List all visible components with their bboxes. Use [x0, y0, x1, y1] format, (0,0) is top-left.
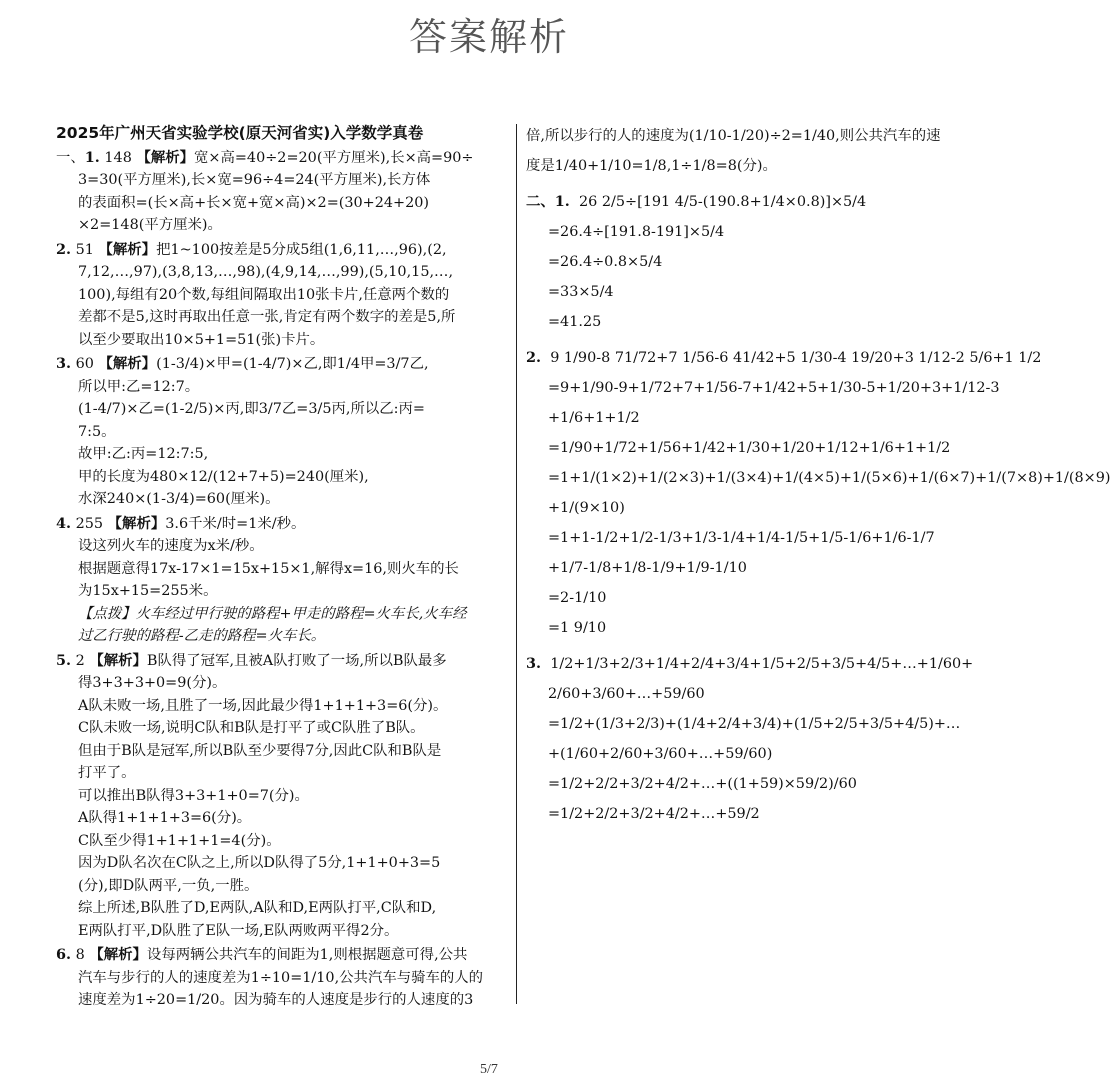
- analysis-tag: 【解析】: [98, 240, 157, 258]
- analysis-tag: 【解析】: [89, 651, 147, 669]
- solution-line: 差都不是5,这时再取出任意一张,肯定有两个数字的差是5,所: [78, 309, 456, 325]
- solution-line: 根据题意得17x-17×1=15x+15×1,解得x=16,则火车的长: [78, 560, 459, 577]
- section-label-1: 一、: [56, 149, 85, 166]
- question-1-1: [56, 147, 514, 237]
- calc-line: +1/(9×10): [548, 500, 625, 516]
- calc-line: =9+1/90-9+1/72+7+1/56-7+1/42+5+1/30-5+1/20+3+1/12-3: [548, 380, 1000, 396]
- calc-line: =41.25: [548, 314, 602, 330]
- solution-line: 打平了。: [78, 765, 136, 781]
- question-number: 2.: [56, 240, 72, 258]
- answer-sheet: [50, 122, 1111, 1008]
- page-number: 5/7: [480, 1062, 498, 1077]
- solution-line: 可以推出B队得3+3+1+0=7(分)。: [78, 787, 309, 804]
- continued-line: 度是1/40+1/10=1/8,1÷1/8=8(分)。: [526, 158, 777, 174]
- answer-value: 60: [75, 356, 94, 372]
- exam-title: 2025年广州天省实验学校(原天河省实)入学数学真卷: [56, 124, 424, 142]
- solution-line: 100),每组有20个数,每组间隔取出10张卡片,任意两个数的: [78, 286, 450, 303]
- calc-line: =1/90+1/72+1/56+1/42+1/30+1/20+1/12+1/6+1+1/2: [548, 440, 951, 456]
- question-2-2: [526, 347, 1111, 639]
- section-label-2: 二、: [526, 193, 555, 210]
- solution-line: 速度差为1÷20=1/20。因为骑车的人速度是步行的人速度的3: [78, 992, 474, 1008]
- question-1-4: [56, 513, 514, 648]
- solution-line: 得3+3+3+0=9(分)。: [78, 675, 227, 691]
- solution-line: ×2=148(平方厘米)。: [78, 217, 222, 233]
- solution-line: 因为D队名次在C队之上,所以D队得了5分,1+1+0+3=5: [78, 855, 441, 871]
- answer-value: 2: [75, 652, 85, 669]
- calc-line: 26 2/5÷[191 4/5-(190.8+1/4×0.8)]×5/4: [578, 194, 867, 210]
- solution-line: (1-4/7)×乙=(1-2/5)×丙,即3/7乙=3/5丙,所以乙:丙=: [78, 401, 425, 417]
- solution-line: 7,12,…,97),(3,8,13,…,98),(4,9,14,…,99),(5,10,15,…,: [78, 264, 454, 280]
- calc-line: =1/2+2/2+3/2+4/2+…+59/2: [548, 806, 760, 822]
- solution-line: 水深240×(1-3/4)=60(厘米)。: [78, 491, 280, 507]
- analysis-tag: 【解析】: [136, 148, 195, 166]
- solution-line: C队至少得1+1+1+1=4(分)。: [78, 832, 281, 849]
- calc-line: =1+1/(1×2)+1/(2×3)+1/(3×4)+1/(4×5)+1/(5×6)+1/(6×7)+1/(7×8)+1/(8×9): [548, 470, 1111, 486]
- solution-line: 甲的长度为480×12/(12+7+5)=240(厘米),: [78, 468, 369, 485]
- calc-line: =2-1/10: [548, 590, 607, 606]
- calc-line: +1/6+1+1/2: [548, 410, 640, 426]
- question-2-1: [526, 191, 1006, 333]
- solution-line: 综上所述,B队胜了D,E两队,A队和D,E两队打平,C队和D,: [78, 900, 437, 916]
- question-1-2: [56, 239, 514, 352]
- solution-line: 所以甲:乙=12:7。: [78, 378, 200, 395]
- left-column: [56, 122, 514, 1012]
- calc-line: =1/2+2/2+3/2+4/2+…+((1+59)×59/2)/60: [548, 776, 857, 792]
- solution-line: 3=30(平方厘米),长×宽=96÷4=24(平方厘米),长方体: [78, 172, 431, 188]
- question-1-6: [56, 944, 514, 1012]
- analysis-tag: 【解析】: [89, 946, 147, 963]
- page-header-title: 答案解析: [408, 15, 569, 59]
- calc-line: =26.4÷0.8×5/4: [548, 254, 663, 270]
- solution-line: 7:5。: [78, 423, 116, 440]
- solution-line: (分),即D队两平,一负,一胜。: [78, 877, 259, 894]
- question-number: 4.: [56, 514, 72, 532]
- column-divider: [516, 124, 517, 1004]
- answer-value: 8: [75, 947, 85, 963]
- solution-line: 为15x+15=255米。: [78, 583, 218, 599]
- calc-line: +(1/60+2/60+3/60+…+59/60): [548, 746, 773, 762]
- tip-line: 【点拨】火车经过甲行驶的路程+甲走的路程=火车长,火车经: [78, 605, 467, 622]
- solution-line: 设这列火车的速度为x米/秒。: [78, 538, 264, 554]
- question-1-5: [56, 650, 514, 943]
- calc-line: =33×5/4: [548, 284, 614, 300]
- question-number: 3.: [526, 655, 542, 672]
- continued-line: 倍,所以步行的人的速度为(1/10-1/20)÷2=1/40,则公共汽车的速: [526, 128, 941, 144]
- calc-line: =1+1-1/2+1/2-1/3+1/3-1/4+1/4-1/5+1/5-1/6+1/6-1/7: [548, 530, 935, 546]
- solution-line: A队得1+1+1+3=6(分)。: [78, 810, 252, 826]
- calc-line: 1/2+1/3+2/3+1/4+2/4+3/4+1/5+2/5+3/5+4/5+…+1/60+: [550, 656, 974, 672]
- question-number: 5.: [56, 651, 72, 669]
- answer-value: 255: [75, 515, 104, 532]
- solution-line: 宽×高=40÷2=20(平方厘米),长×高=90÷: [194, 149, 474, 166]
- calc-line: =1 9/10: [548, 620, 607, 636]
- solution-line: B队得了冠军,且被A队打败了一场,所以B队最多: [146, 652, 447, 669]
- question-2-3: [526, 653, 1006, 825]
- solution-line: 3.6千米/时=1米/秒。: [165, 515, 306, 532]
- solution-line: C队未败一场,说明C队和B队是打平了或C队胜了B队。: [78, 720, 425, 736]
- question-1-3: [56, 353, 514, 511]
- analysis-tag: 【解析】: [98, 355, 157, 372]
- solution-line: 汽车与步行的人的速度差为1÷10=1/10,公共汽车与骑车的人的: [78, 969, 484, 986]
- question-number: 2.: [526, 349, 542, 366]
- question-number: 1.: [84, 148, 100, 166]
- question-number: 1.: [554, 193, 570, 210]
- solution-line: (1-3/4)×甲=(1-4/7)×乙,即1/4甲=3/7乙,: [156, 356, 429, 372]
- question-number: 3.: [56, 355, 72, 372]
- solution-line: 的表面积=(长×高+长×宽+宽×高)×2=(30+24+20): [78, 194, 430, 211]
- solution-line: 但由于B队是冠军,所以B队至少要得7分,因此C队和B队是: [78, 742, 442, 759]
- calc-line: 2/60+3/60+…+59/60: [548, 686, 705, 702]
- calc-line: +1/7-1/8+1/8-1/9+1/9-1/10: [548, 560, 747, 576]
- solution-line: E两队打平,D队胜了E队一场,E队两败两平得2分。: [78, 922, 399, 939]
- solution-line: 设每两辆公共汽车的间距为1,则根据题意可得,公共: [146, 947, 468, 963]
- answer-value: 148: [104, 149, 132, 166]
- calc-line: =1/2+(1/3+2/3)+(1/4+2/4+3/4)+(1/5+2/5+3/5+4/5)+…: [548, 716, 961, 732]
- answer-value: 51: [75, 241, 94, 258]
- calc-line: 9 1/90-8 71/72+7 1/56-6 41/42+5 1/30-4 19/20+3 1/12-2 5/6+1 1/2: [550, 350, 1042, 366]
- right-column: [526, 122, 1111, 828]
- solution-line: 把1~100按差是5分成5组(1,6,11,…,96),(2,: [156, 241, 447, 258]
- tip-line: 过乙行驶的路程-乙走的路程=火车长。: [78, 628, 326, 644]
- solution-line: 以至少要取出10×5+1=51(张)卡片。: [78, 331, 325, 348]
- solution-line: 故甲:乙:丙=12:7:5,: [78, 446, 209, 462]
- question-number: 6.: [56, 946, 72, 963]
- analysis-tag: 【解析】: [107, 514, 166, 532]
- calc-line: =26.4÷[191.8-191]×5/4: [548, 224, 725, 240]
- solution-line: A队未败一场,且胜了一场,因此最少得1+1+1+3=6(分)。: [78, 697, 448, 714]
